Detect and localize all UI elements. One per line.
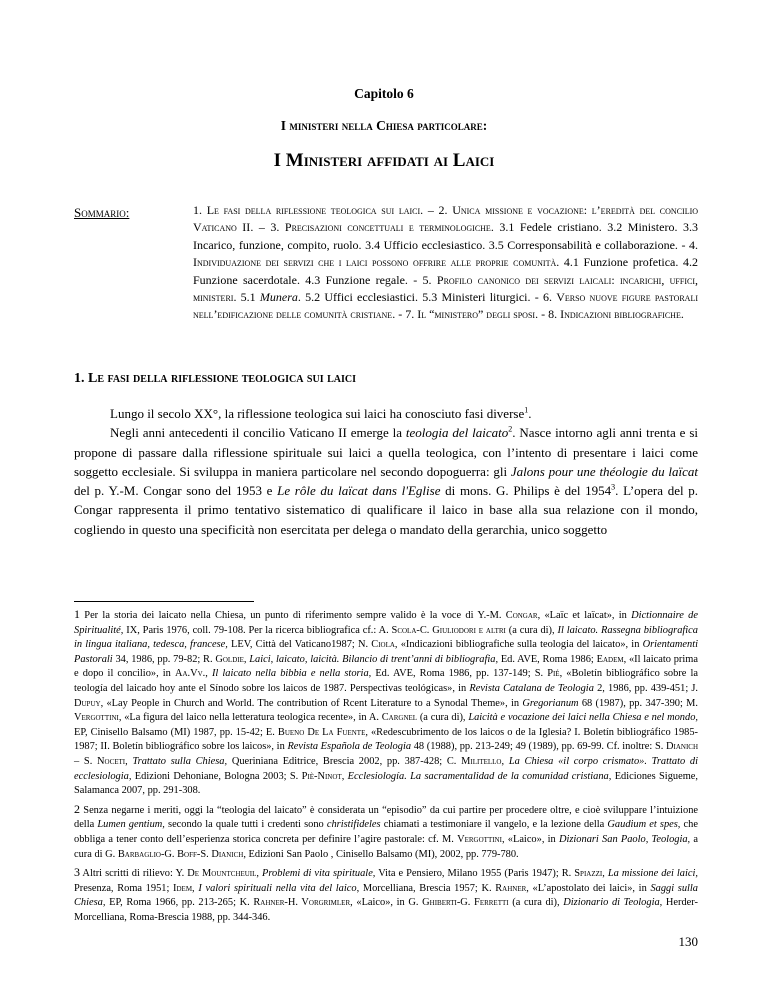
footnotes bbox=[74, 607, 698, 928]
paragraph-text: Negli anni antecedenti il concilio Vaticano II emerge la bbox=[110, 425, 406, 441]
emphasis: teologia del laicato bbox=[405, 425, 509, 441]
footnote: 3 Altri scritti di rilievo: Y. De Mountcheuil, Problemi di vita spirituale, Vita e Pensiero, Milano 1955 (Paris 1947); R. Spiazzi, La missione dei laici, Presenza, Roma 1951; Idem, I valori spirituali nella vita del laico, Morcelliana, Brescia 1957; K. Rahner, «L’apostolato dei laici», in Saggi sulla Chiesa, EP, Roma 1966, pp. 213-265; K. Rahner-H. Vorgrimler, «Laico», in G. Ghiberti-G. Ferretti (a cura di), Dizionario di Teologia, Herder-Morcelliana, Roma-Brescia 1988, pp. 344-346. bbox=[74, 865, 699, 923]
paragraph: Lungo il secolo XX°, la riflessione teologica sui laici ha conosciuto fasi diverse$^1$. bbox=[110, 405, 532, 421]
part-title: I ministeri nella Chiesa particolare: bbox=[280, 118, 488, 133]
footnote-ref[interactable]: 1 bbox=[524, 405, 529, 415]
summary-text: 1. Le fasi della riflessione teologica sui laici. – 2. Unica missione e vocazione: l’eredità del concilio Vaticano II. – 3. Precisazioni concettuali e terminologiche. 3.1 Fedele cristiano. 3.2 Ministero. 3.3 Incarico, funzione, compito, ruolo. 3.4 Ufficio ecclesiastico. 3.5 Corresponsabilità e collaborazione. - 4. Individuazione dei servizi che i laici possono offrire alle proprie comunità. 4.1 Funzione profetica. 4.2 Funzione sacerdotale. 4.3 Funzione regale. - 5. Profilo canonico dei servizi laicali: incarichi, uffici, ministeri. 5.1 Munera. 5.2 Uffici ecclesiastici. 5.3 Ministeri liturgici. - 6. Verso nuove figure pastorali nell’edificazione delle comunità cristiane. - 7. Il “ministero” degli sposi. - 8. Indicazioni bibliografiche. bbox=[193, 203, 699, 322]
chapter-label: Capitolo 6 bbox=[354, 86, 414, 101]
footnote-divider bbox=[74, 601, 254, 602]
body-text bbox=[74, 404, 698, 539]
footnote: 2 Senza negarne i meriti, oggi la “teologia del laicato” è considerata un “episodio” da cui partire per procedere oltre, e cioè sviluppare l’intuizione della Lumen gentium, secondo la quale tutti i credenti sono christifideles chiamati a testimoniare il vangelo, e la lezione della Gaudium et spes, che obbliga a tener conto dell’esperienza storica concreta per definire l’agire pastorale: cf. M. Vergottini, «Laico», in Dizionari San Paolo, Teologia, a cura di G. Barbaglio-G. Boff-S. Dianich, Edizioni San Paolo , Cinisello Balsamo (MI), 2002, pp. 779-780. bbox=[74, 801, 698, 860]
paragraph-text: Lungo il secolo XX°, la riflessione teologica sui laici ha conosciuto fasi diverse bbox=[110, 406, 525, 421]
footnote-ref[interactable]: 2 bbox=[508, 424, 513, 434]
paragraph: Negli anni antecedenti il concilio Vaticano II emerge la teologia del laicato$^2$. Nasce intorno agli anni trenta e si propone di passare dalla riflessione spirituale sui laici a quella teologica, con l’intento di presentare i laici come soggetto ecclesiale. Si sviluppa in maniera particolare nel secondo dopoguerra: gli Jalons pour une théologie du laïcat del p. Y.-M. Congar sono del 1953 e Le rôle du laïcat dans l'Eglise di mons. G. Philips è del 1954$^3$. L’opera del p. Congar rappresenta il primo tentativo sistematico di qualificare il laico in base alla sua relazione con il mondo, cogliendo in questo una specificità non esercitata per delega o mandato della gerarchia, unico soggetto bbox=[74, 424, 699, 537]
main-title: I Ministeri affidati ai Laici bbox=[273, 150, 495, 171]
page-number: 130 bbox=[678, 934, 698, 949]
footnote: 1 Per la storia dei laicato nella Chiesa, un punto di riferimento sempre valido è la voce di Y.-M. Congar, «Laïc et laïcat», in Dictionnaire de Spiritualité, IX, Paris 1976, coll. 79-108. Per la ricerca bibliografica cf.: A. Scola-C. Giuliodori e altri (a cura di), Il laicato. Rassegna bibliografica in lingua italiana, tedesca, francese, LEV, Città del Vaticano1987; N. Ciola, «Indicazioni bibliografiche sulla teologia del laicato», in Orientamenti Pastorali 34, 1986, pp. 79-82; R. Goldie, Laici, laicato, laicità. Bilancio di trent’anni di bibliografia, Ed. AVE, Roma 1986; Eadem, «Il laicato prima e dopo il concilio», in Aa.Vv., Il laicato nella bibbia e nella storia, Ed. AVE, Roma 1986, pp. 137-149; S. Pié, «Boletín bibliográfico sobre la teología del laicado hoy ante el Sínodo sobre los laicos de 1987. Perspectivas teológicas», in Revista Catalana de Teologia 2, 1986, pp. 439-451; J. Dupuy, «Lay People in Church and World. The contribution of Rcent Literature to a Synodal Theme», in Gregorianum 68 (1987), pp. 347-390; M. Vergottini, «La figura del laico nella letteratura teologica recente», in A. Cargnel (a cura di), Laicità e vocazione dei laici nella Chiesa e nel mondo, EP, Cinisello Balsamo (MI) 1987, pp. 15-42; E. Bueno De La Fuente, «Redescubrimento de los laicos o de la Iglesia? I. Boletín bibliográfico 1985-1987; II. Boletín bibliográfico sobre los laicos», in Revista Española de Teologia 48 (1988), pp. 213-249; 49 (1989), pp. 69-99. Cf. inoltre: S. Dianich – S. Noceti, Trattato sulla Chiesa, Queriniana Editrice, Brescia 2002, pp. 387-428; C. Militello, La Chiesa «il corpo crismato». Trattato di ecclesiologia, Edizioni Dehoniane, Bologna 2003; S. Piè-Ninot, Ecclesiología. La sacramentalidad de la comunidad cristiana, Ediciones Sigueme, Salamanca 2007, pp. 291-308. bbox=[74, 607, 699, 797]
section-heading: 1. Le fasi della riflessione teologica sui laici bbox=[74, 371, 356, 386]
summary-label: Sommario: bbox=[74, 205, 130, 220]
